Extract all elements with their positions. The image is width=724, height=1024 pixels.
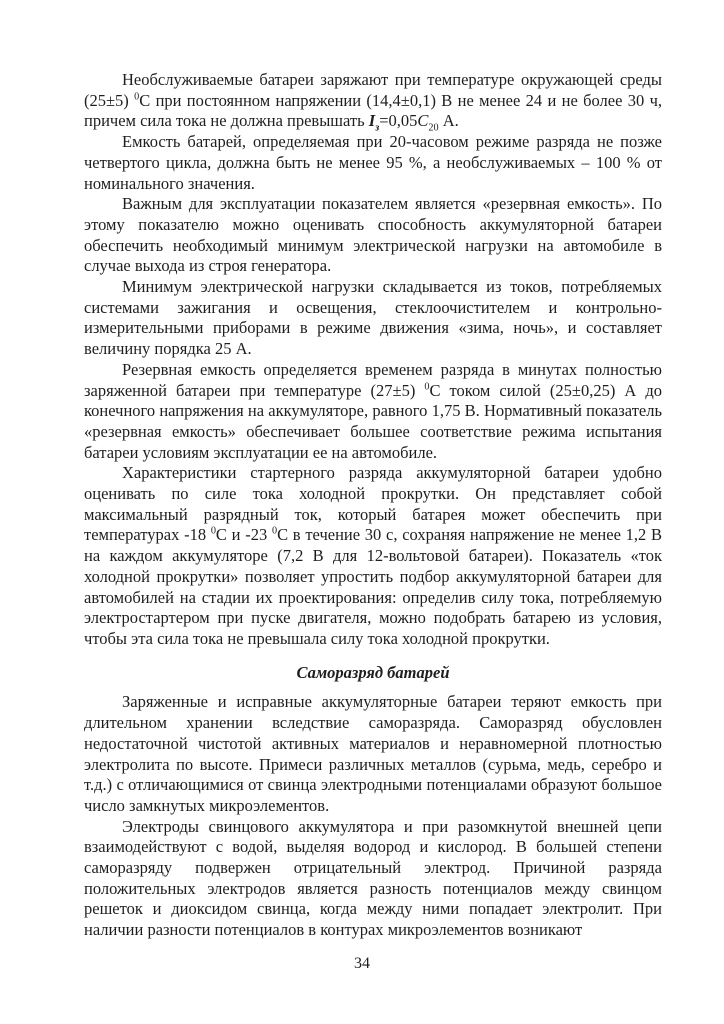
text-run: з: [375, 122, 380, 134]
text-run: Минимум электрической нагрузки складывается из токов, потребляемых системами зажигания и освещения, стеклоочистителем и контрольно-измерительными приборами в режиме движения «зима, ночь», и составляет величину порядка 25 А.: [84, 277, 662, 359]
section-heading: [84, 663, 662, 684]
text-run: С при постоянном напряжении (14,4±0,1) В не менее 24 и не более 30 ч, причем сила тока не должна превышать: [84, 90, 662, 131]
text-run: 0: [424, 381, 430, 393]
text-run: С и -23: [215, 525, 272, 545]
text-run: 0: [271, 525, 278, 537]
text-run: I: [368, 111, 376, 131]
text-run: 0: [134, 91, 140, 103]
paragraph: [84, 70, 662, 132]
text-run: Необслуживаемые батареи заряжают при температуре окружающей среды (25±5): [84, 70, 662, 110]
text-run: С в течение 30 с, сохраняя напряжение не менее 1,2 В на каждом аккумуляторе (7,2 В для 12-вольтовой батареи). Показатель «ток холодной прокрутки» позволяет упростить подбор аккумуляторной батареи для автомобилей на стадии их проектирования: определив силу тока, потребляемую электростартером при пуске двигателя, можно подобрать батарею из условия, чтобы эта сила тока не превышала силу тока холодной прокрутки.: [84, 525, 662, 648]
text-run: Емкость батарей, определяемая при 20-часовом режиме разряда не позже четвертого цикла, должна быть не менее 95 %, а необслуживаемых – 100 % от номинального значения.: [84, 132, 662, 193]
paragraph: [84, 817, 662, 941]
paragraph: [84, 277, 662, 360]
paragraph: [84, 463, 662, 649]
text-run: А.: [438, 111, 459, 131]
text-column: [84, 70, 662, 941]
paragraph: [84, 360, 662, 464]
text-run: =0,05: [379, 111, 418, 131]
text-run: C: [417, 111, 429, 131]
text-run: Важным для эксплуатации показателем является «резервная емкость». По этому показателю можно оценивать способность аккумуляторной батареи обеспечить необходимый минимум электрической нагрузки на автомобиле в случае выхода из строя генератора.: [84, 194, 662, 276]
page-number: 34: [354, 955, 370, 972]
text-run: 20: [428, 122, 439, 134]
text-run: Заряженные и исправные аккумуляторные батареи теряют емкость при длительном хранении вследствие саморазряда. Саморазряд обусловлен недостаточной чистотой активных материалов и неравномерной плотностью электролита по высоте. Примеси различных металлов (сурьма, медь, серебро и т.д.) с отличающимися от свинца электродными потенциалами образуют большое число замкнутых микроэлементов.: [84, 692, 662, 815]
text-run: Электроды свинцового аккумулятора и при разомкнутой внешней цепи взаимодействуют с водой, выделяя водород и кислород. В большей степени саморазряду подвержен отрицательный электрод. Причиной разряда положительных электродов является разность потенциалов между свинцом решеток и диоксидом свинца, когда между ними попадает электролит. При наличии разности потенциалов в контурах микроэлементов возникают: [84, 816, 662, 940]
text-run: 0: [210, 525, 216, 537]
text-run: С током силой (25±0,25) А до конечного напряжения на аккумуляторе, равного 1,75 В. Нормативный показатель «резервная емкость» обеспечивает большее соответствие режима испытания батареи условиям эксплуатации ее на автомобиле.: [84, 380, 662, 462]
text-run: Саморазряд батарей: [296, 662, 450, 682]
paragraph: [84, 132, 662, 194]
paragraph: [84, 194, 662, 277]
text-run: Резервная емкость определяется временем разряда в минутах полностью заряженной батареи при температуре (27±5): [84, 359, 662, 400]
text-run: Характеристики стартерного разряда аккумуляторной батареи удобно оценивать по силе тока холодной прокрутки. Он представляет собой максимальный разрядный ток, который батарея может обеспечить при температурах -18: [84, 463, 662, 545]
paragraph: [84, 692, 662, 816]
